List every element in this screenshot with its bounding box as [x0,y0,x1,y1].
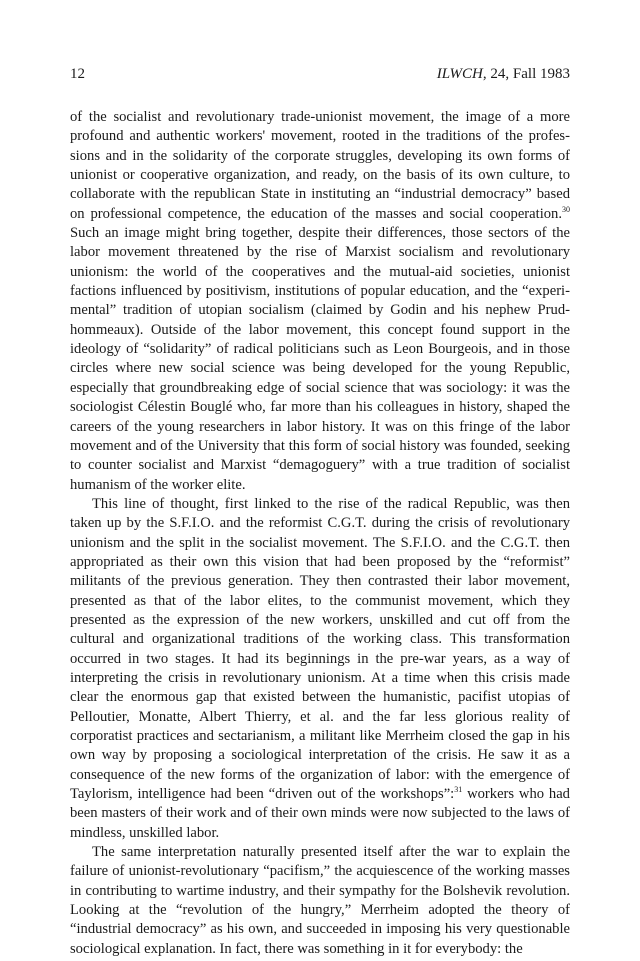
journal-page [70,66,570,959]
paragraph-3 [70,843,570,959]
body-text [70,108,570,959]
paragraph-2-part-b: workers who had been masters of their work and of their own minds were now subjected to the laws of mindless, unskilled labor. [70,786,570,841]
journal-issue: , 24, Fall 1983 [482,66,570,82]
paragraph-3-text: The same interpretation naturally presented itself after the war to explain the failure of unionist-revolutionary “pacifism,” the acquiescence of the working masses in contributing to wartime industry, and their sympathy for the Bolshevik revolution. Looking at the “revolution of the hungry,” Merrheim adopted the theory of “industrial democracy” as his own, and succeeded in imposing his very questionable sociological explanation. In fact, there was something in it for everybody: the [70,844,570,957]
footnote-ref-31[interactable]: 31 [454,785,463,795]
page-number: 12 [70,66,85,82]
paragraph-2 [70,495,570,843]
footnote-ref-30[interactable]: 30 [562,204,570,214]
journal-abbrev: ILWCH [436,66,483,82]
paragraph-1 [70,108,570,495]
running-head [70,66,570,88]
journal-reference [437,66,570,83]
paragraph-1-part-a: of the socialist and revolutionary trade-unionist movement, the image of a more profound and authentic workers' movement, rooted in the traditions of the professions and in the solidarity of the corporate struggles, developing its own forms of unionist or cooperative organization, and ready, on the basis of its own culture, to collaborate with the republican State in instituting an “industrial democracy” based on professional competence, the education of the masses and social cooperation. [70,109,570,222]
paragraph-2-part-a: This line of thought, first linked to the rise of the radical Republic, was then taken up by the S.F.I.O. and the reformist C.G.T. during the crisis of revolutionary unionism and the split in the socialist movement. The S.F.I.O. and the C.G.T. then appropriated as their own this vision that had been proposed by the “reformist” militants of the previous generation. They then contrasted their labor movement, presented as that of the labor elites, to the communist movement, which they presented as the expression of the new workers, unskilled and cut off from the cultural and organizational traditions of the working class. This transformation occurred in two stages. It had its beginnings in the pre-war years, as a way of interpreting the crisis in revolutionary unionism. At a time when this crisis made clear the enormous gap that existed between the humanistic, pacifist utopias of Pelloutier, Monatte, Albert Thierry, et al. and the far less glorious reality of corporatist practices and sectarianism, a militant like Merrheim closed the gap in his own way by proposing a sociological interpretation of the crisis. He saw it as a consequence of the new forms of the organization of labor: with the emergence of Taylorism, intelligence had been “driven out of the workshops”: [70,495,570,803]
paragraph-1-part-b: Such an image might bring together, despite their differences, those sectors of the labor movement threatened by the rise of Marxist socialism and revolutionary unionism: the world of the cooperatives and the mutual-aid societies, unionist factions influenced by positivism, institutions of popular education, and the “experimental” tradition of utopian socialism (claimed by Godin and his nephew Prudhommeaux). Outside of the labor movement, this concept found support in the ideology of “solidarity” of radical politicians such as Leon Bourgeois, and in those circles where new social science was being developed for the young Republic, especially that groundbreaking edge of social science that was sociology: it was the sociologist Célestin Bouglé who, far more than his colleagues in history, shaped the careers of the young researchers in labor history. It was on this fringe of the labor movement and of the University that this form of social history was founded, seeking to counter socialist and Marxist “demagoguery” with a true tradition of socialist humanism of the worker elite. [70,225,570,493]
